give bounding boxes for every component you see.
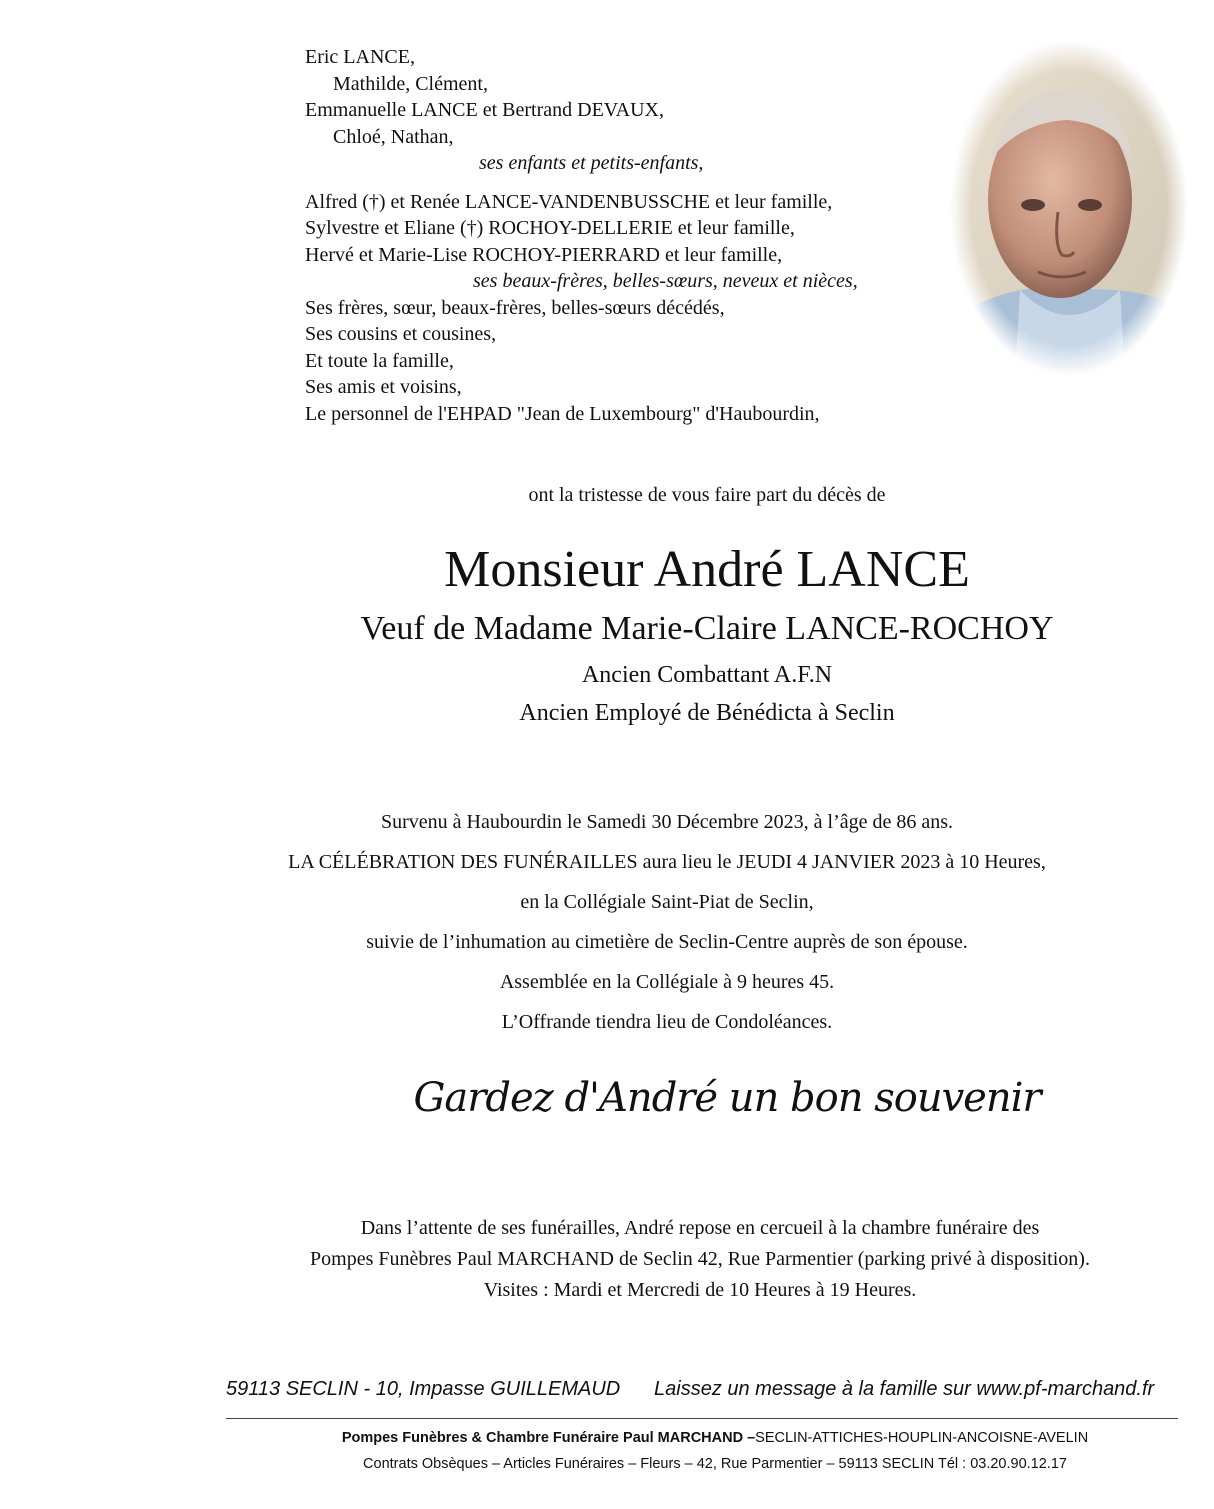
intro-text: ont la tristesse de vous faire part du décès de	[528, 484, 886, 506]
title-employee: Ancien Employé de Bénédicta à Seclin	[519, 700, 895, 726]
company-towns: SECLIN-ATTICHES-HOUPLIN-ANCOISNE-AVELIN	[755, 1430, 1089, 1446]
portrait-photo	[950, 40, 1188, 376]
family-line: Ses frères, sœur, beaux-frères, belles-sœurs décédés,	[305, 296, 725, 319]
celebration-line: LA CÉLÉBRATION DES FUNÉRAILLES aura lieu le JEUDI 4 JANVIER 2023 à 10 Heures,	[288, 851, 1046, 873]
offering-line: L’Offrande tiendra lieu de Condoléances.	[501, 1011, 833, 1033]
family-line: Le personnel de l'EHPAD "Jean de Luxembourg" d'Haubourdin,	[305, 402, 820, 425]
family-line: Ses cousins et cousines,	[305, 323, 497, 345]
family-line: Eric LANCE,	[305, 46, 415, 68]
footer-address: 59113 SECLIN - 10, Impasse GUILLEMAUD	[226, 1378, 621, 1400]
visits-line: Visites : Mardi et Mercredi de 10 Heures à 19 Heures.	[483, 1279, 917, 1301]
death-line: Survenu à Haubourdin le Samedi 30 Décembre 2023, à l’âge de 86 ans.	[380, 811, 954, 833]
family-line: Chloé, Nathan,	[333, 125, 454, 148]
company-line	[0, 1430, 1214, 1446]
services-line: Contrats Obsèques – Articles Funéraires – Fleurs – 42, Rue Parmentier – 59113 SECLIN Tél : 03.20.90.12.17	[363, 1456, 1067, 1472]
widow-line: Veuf de Madame Marie-Claire LANCE-ROCHOY	[360, 610, 1054, 647]
family-line: Et toute la famille,	[305, 349, 454, 372]
family-list	[305, 44, 858, 427]
family-spacer	[305, 177, 858, 189]
family-line: ses enfants et petits-enfants,	[479, 152, 704, 174]
company-name: Pompes Funèbres & Chambre Funéraire Paul MARCHAND –	[341, 1430, 756, 1446]
family-line: Emmanuelle LANCE et Bertrand DEVAUX,	[305, 99, 664, 121]
repose-line: Pompes Funèbres Paul MARCHAND de Seclin 42, Rue Parmentier (parking privé à disposition).	[310, 1248, 1090, 1270]
location-line: en la Collégiale Saint-Piat de Seclin,	[520, 891, 814, 913]
memorial-motto: Gardez d'André un bon souvenir	[413, 1075, 1041, 1121]
family-line: ses beaux-frères, belles-sœurs, neveux et nièces,	[473, 270, 858, 292]
deceased-name: Monsieur André LANCE	[444, 541, 970, 598]
footer-message-link[interactable]: Laissez un message à la famille sur www.pf-marchand.fr	[654, 1378, 1155, 1400]
family-line: Sylvestre et Eliane (†) ROCHOY-DELLERIE et leur famille,	[305, 217, 795, 239]
family-line: Hervé et Marie-Lise ROCHOY-PIERRARD et leur famille,	[305, 243, 783, 266]
funeral-details	[120, 808, 1214, 1048]
family-line: Alfred (†) et Renée LANCE-VANDENBUSSCHE et leur famille,	[305, 190, 833, 213]
repose-line: Dans l’attente de ses funérailles, André repose en cercueil à la chambre funéraire des	[360, 1217, 1040, 1239]
burial-line: suivie de l’inhumation au cimetière de Seclin-Centre auprès de son épouse.	[366, 931, 968, 953]
family-line: Ses amis et voisins,	[305, 376, 462, 398]
assembly-line: Assemblée en la Collégiale à 9 heures 45.	[499, 971, 835, 993]
footer-divider	[226, 1418, 1178, 1419]
family-line: Mathilde, Clément,	[333, 72, 488, 95]
title-veteran: Ancien Combattant A.F.N	[581, 662, 833, 688]
repose-info	[100, 1213, 1214, 1306]
